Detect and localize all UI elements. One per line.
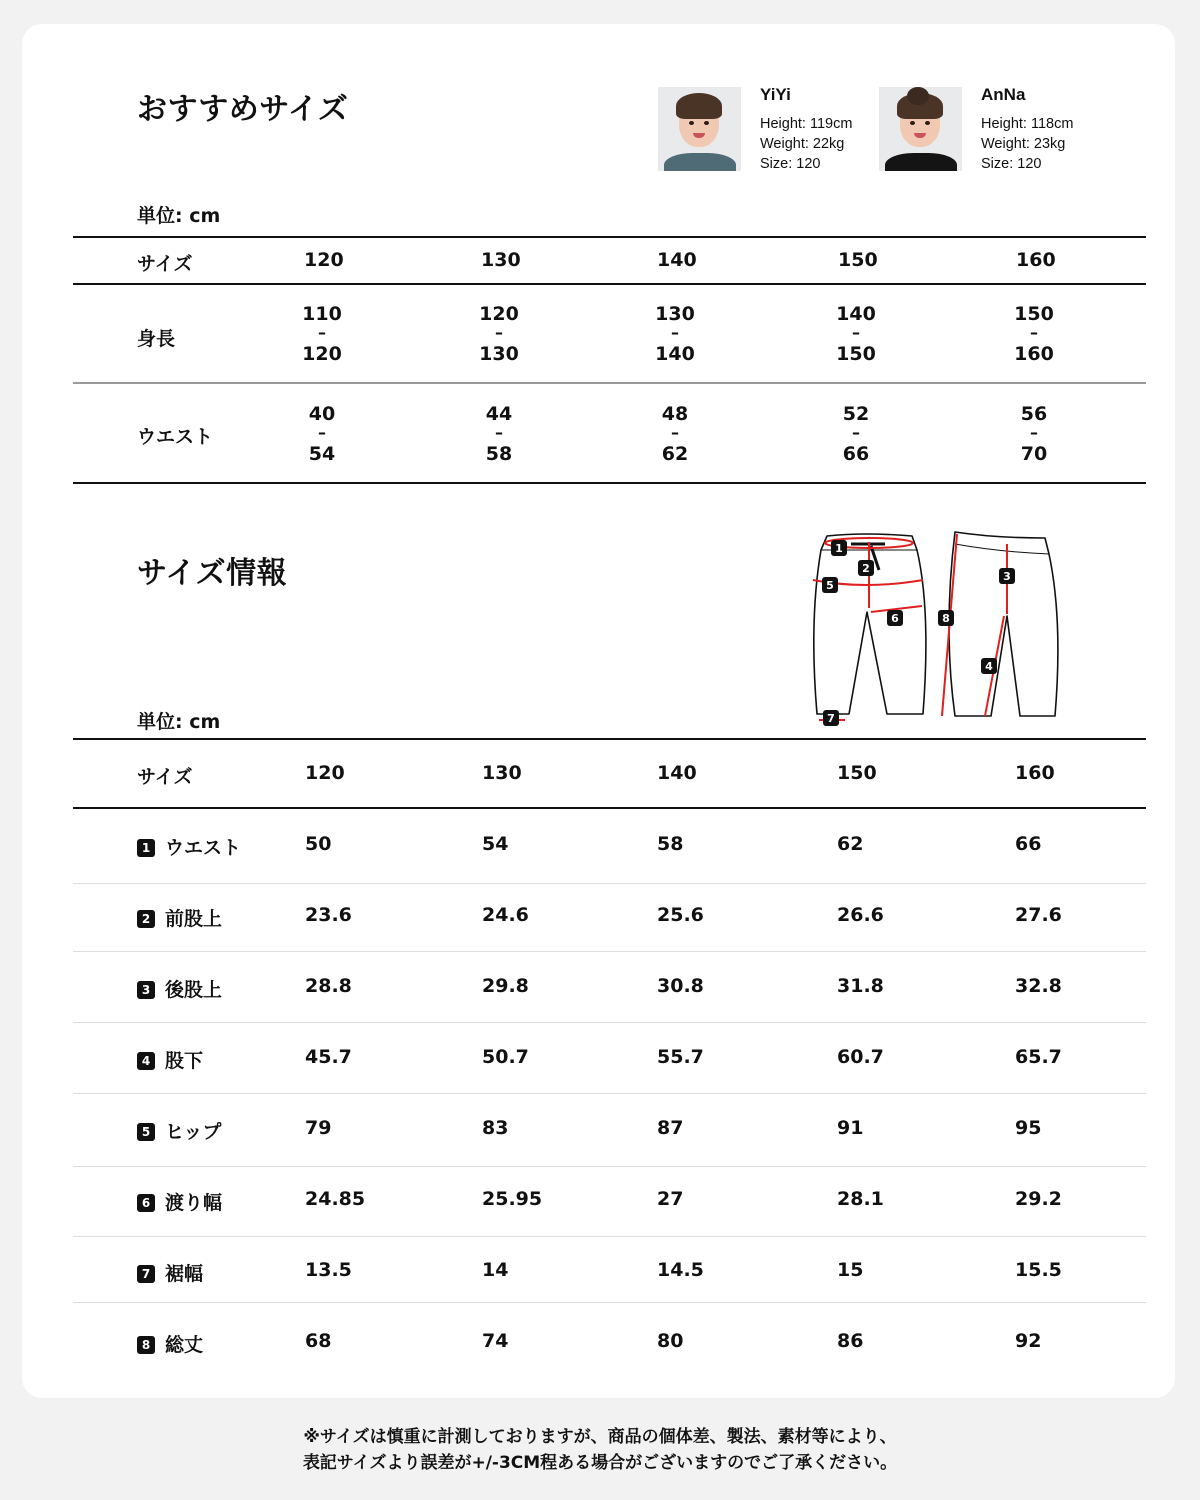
value-cell: 24.6 <box>482 904 529 926</box>
value-cell: 58 <box>657 833 684 855</box>
range-cell: 130 – 140 <box>655 303 695 365</box>
value-cell: 28.8 <box>305 975 352 997</box>
range-cell: 44 – 58 <box>485 403 513 465</box>
value-cell: 15.5 <box>1015 1259 1062 1281</box>
row-label-thigh-width: 6 渡り幅 <box>137 1188 222 1215</box>
model-weight: Weight: 22kg <box>760 136 845 152</box>
size-header: 130 <box>482 762 522 784</box>
svg-text:5: 5 <box>826 579 834 592</box>
value-cell: 95 <box>1015 1117 1042 1139</box>
unit-label: 単位: cm <box>137 205 221 227</box>
svg-text:8: 8 <box>942 612 950 625</box>
row-label-waist: ウエスト <box>137 426 214 448</box>
value-cell: 62 <box>837 833 864 855</box>
size-header: 160 <box>1016 249 1056 271</box>
model-height: Height: 119cm <box>760 116 853 132</box>
size-header: 120 <box>305 762 345 784</box>
model-size: Size: 120 <box>981 156 1042 172</box>
number-badge-icon: 2 <box>137 910 155 928</box>
value-cell: 30.8 <box>657 975 704 997</box>
value-cell: 25.95 <box>482 1188 543 1210</box>
size-header: 140 <box>657 249 697 271</box>
model-card-anna <box>879 87 1073 174</box>
range-cell: 150 – 160 <box>1014 303 1054 365</box>
value-cell: 87 <box>657 1117 684 1139</box>
value-cell: 79 <box>305 1117 332 1139</box>
number-badge-icon: 3 <box>137 981 155 999</box>
size-header: 130 <box>481 249 521 271</box>
value-cell: 15 <box>837 1259 864 1281</box>
value-cell: 23.6 <box>305 904 352 926</box>
size-header: 140 <box>657 762 697 784</box>
table-rule <box>73 807 1146 809</box>
value-cell: 32.8 <box>1015 975 1062 997</box>
value-cell: 13.5 <box>305 1259 352 1281</box>
range-cell: 52 – 66 <box>842 403 870 465</box>
row-label-total-length: 8 総丈 <box>137 1330 203 1357</box>
size-header: 150 <box>838 249 878 271</box>
row-label-back-rise: 3 後股上 <box>137 975 222 1002</box>
value-cell: 14 <box>482 1259 509 1281</box>
row-label-hip: 5 ヒップ <box>137 1117 221 1144</box>
unit-label: 単位: cm <box>137 711 221 733</box>
row-label-hem-width: 7 裾幅 <box>137 1259 203 1286</box>
value-cell: 26.6 <box>837 904 884 926</box>
value-cell: 60.7 <box>837 1046 884 1068</box>
value-cell: 50 <box>305 833 332 855</box>
svg-text:7: 7 <box>827 712 835 725</box>
model-card-yiyi <box>658 87 852 174</box>
footnote-line: 表記サイズより誤差が+/-3CM程ある場合がございますのでご了承ください。 <box>302 1453 898 1473</box>
range-cell: 56 – 70 <box>1020 403 1048 465</box>
row-label-waist: 1 ウエスト <box>137 833 241 860</box>
model-height: Height: 118cm <box>981 116 1074 132</box>
number-badge-icon: 6 <box>137 1194 155 1212</box>
value-cell: 31.8 <box>837 975 884 997</box>
model-size: Size: 120 <box>760 156 821 172</box>
number-badge-icon: 5 <box>137 1123 155 1141</box>
row-label-height: 身長 <box>137 328 176 350</box>
value-cell: 27 <box>657 1188 684 1210</box>
value-cell: 27.6 <box>1015 904 1062 926</box>
number-badge-icon: 8 <box>137 1336 155 1354</box>
number-badge-icon: 4 <box>137 1052 155 1070</box>
value-cell: 66 <box>1015 833 1042 855</box>
value-cell: 91 <box>837 1117 864 1139</box>
svg-text:1: 1 <box>835 542 843 555</box>
value-cell: 74 <box>482 1330 509 1352</box>
value-cell: 25.6 <box>657 904 704 926</box>
number-badge-icon: 1 <box>137 839 155 857</box>
svg-text:6: 6 <box>891 612 899 625</box>
table-rule <box>73 382 1146 384</box>
pants-measurement-diagram <box>805 530 1070 730</box>
size-header: 150 <box>837 762 877 784</box>
value-cell: 14.5 <box>657 1259 704 1281</box>
value-cell: 24.85 <box>305 1188 366 1210</box>
table-rule <box>73 738 1146 740</box>
size-header: 160 <box>1015 762 1055 784</box>
value-cell: 68 <box>305 1330 332 1352</box>
model-shirt <box>664 153 736 171</box>
range-cell: 40 – 54 <box>308 403 336 465</box>
model-weight: Weight: 23kg <box>981 136 1066 152</box>
size-info-title: サイズ情報 <box>137 556 288 591</box>
value-cell: 92 <box>1015 1330 1042 1352</box>
range-cell: 120 – 130 <box>479 303 519 365</box>
header-label: サイズ <box>137 766 193 788</box>
number-badge-icon: 7 <box>137 1265 155 1283</box>
footnote-line: ※サイズは慎重に計測しておりますが、商品の個体差、製法、素材等により、 <box>303 1427 897 1447</box>
value-cell: 28.1 <box>837 1188 884 1210</box>
recommended-size-title: おすすめサイズ <box>137 92 349 127</box>
model-name: YiYi <box>760 85 791 104</box>
model-shirt <box>885 153 957 171</box>
disclaimer-footnote <box>0 1424 1200 1476</box>
table-rule <box>73 283 1146 285</box>
value-cell: 50.7 <box>482 1046 529 1068</box>
value-cell: 65.7 <box>1015 1046 1062 1068</box>
table-rule <box>73 482 1146 484</box>
row-label-front-rise: 2 前股上 <box>137 904 222 931</box>
row-label-inseam: 4 股下 <box>137 1046 203 1073</box>
header-label: サイズ <box>137 253 193 275</box>
range-cell: 48 – 62 <box>661 403 689 465</box>
value-cell: 80 <box>657 1330 684 1352</box>
value-cell: 86 <box>837 1330 864 1352</box>
model-photo <box>658 87 741 171</box>
value-cell: 83 <box>482 1117 509 1139</box>
range-cell: 140 – 150 <box>836 303 876 365</box>
value-cell: 54 <box>482 833 509 855</box>
range-cell: 110 – 120 <box>302 303 342 365</box>
table-rule <box>73 236 1146 238</box>
model-photo <box>879 87 962 171</box>
model-name: AnNa <box>981 85 1026 104</box>
value-cell: 45.7 <box>305 1046 352 1068</box>
value-cell: 55.7 <box>657 1046 704 1068</box>
svg-text:4: 4 <box>985 660 993 673</box>
value-cell: 29.2 <box>1015 1188 1062 1210</box>
value-cell: 29.8 <box>482 975 529 997</box>
svg-text:2: 2 <box>862 562 870 575</box>
svg-text:3: 3 <box>1003 570 1011 583</box>
size-header: 120 <box>304 249 344 271</box>
